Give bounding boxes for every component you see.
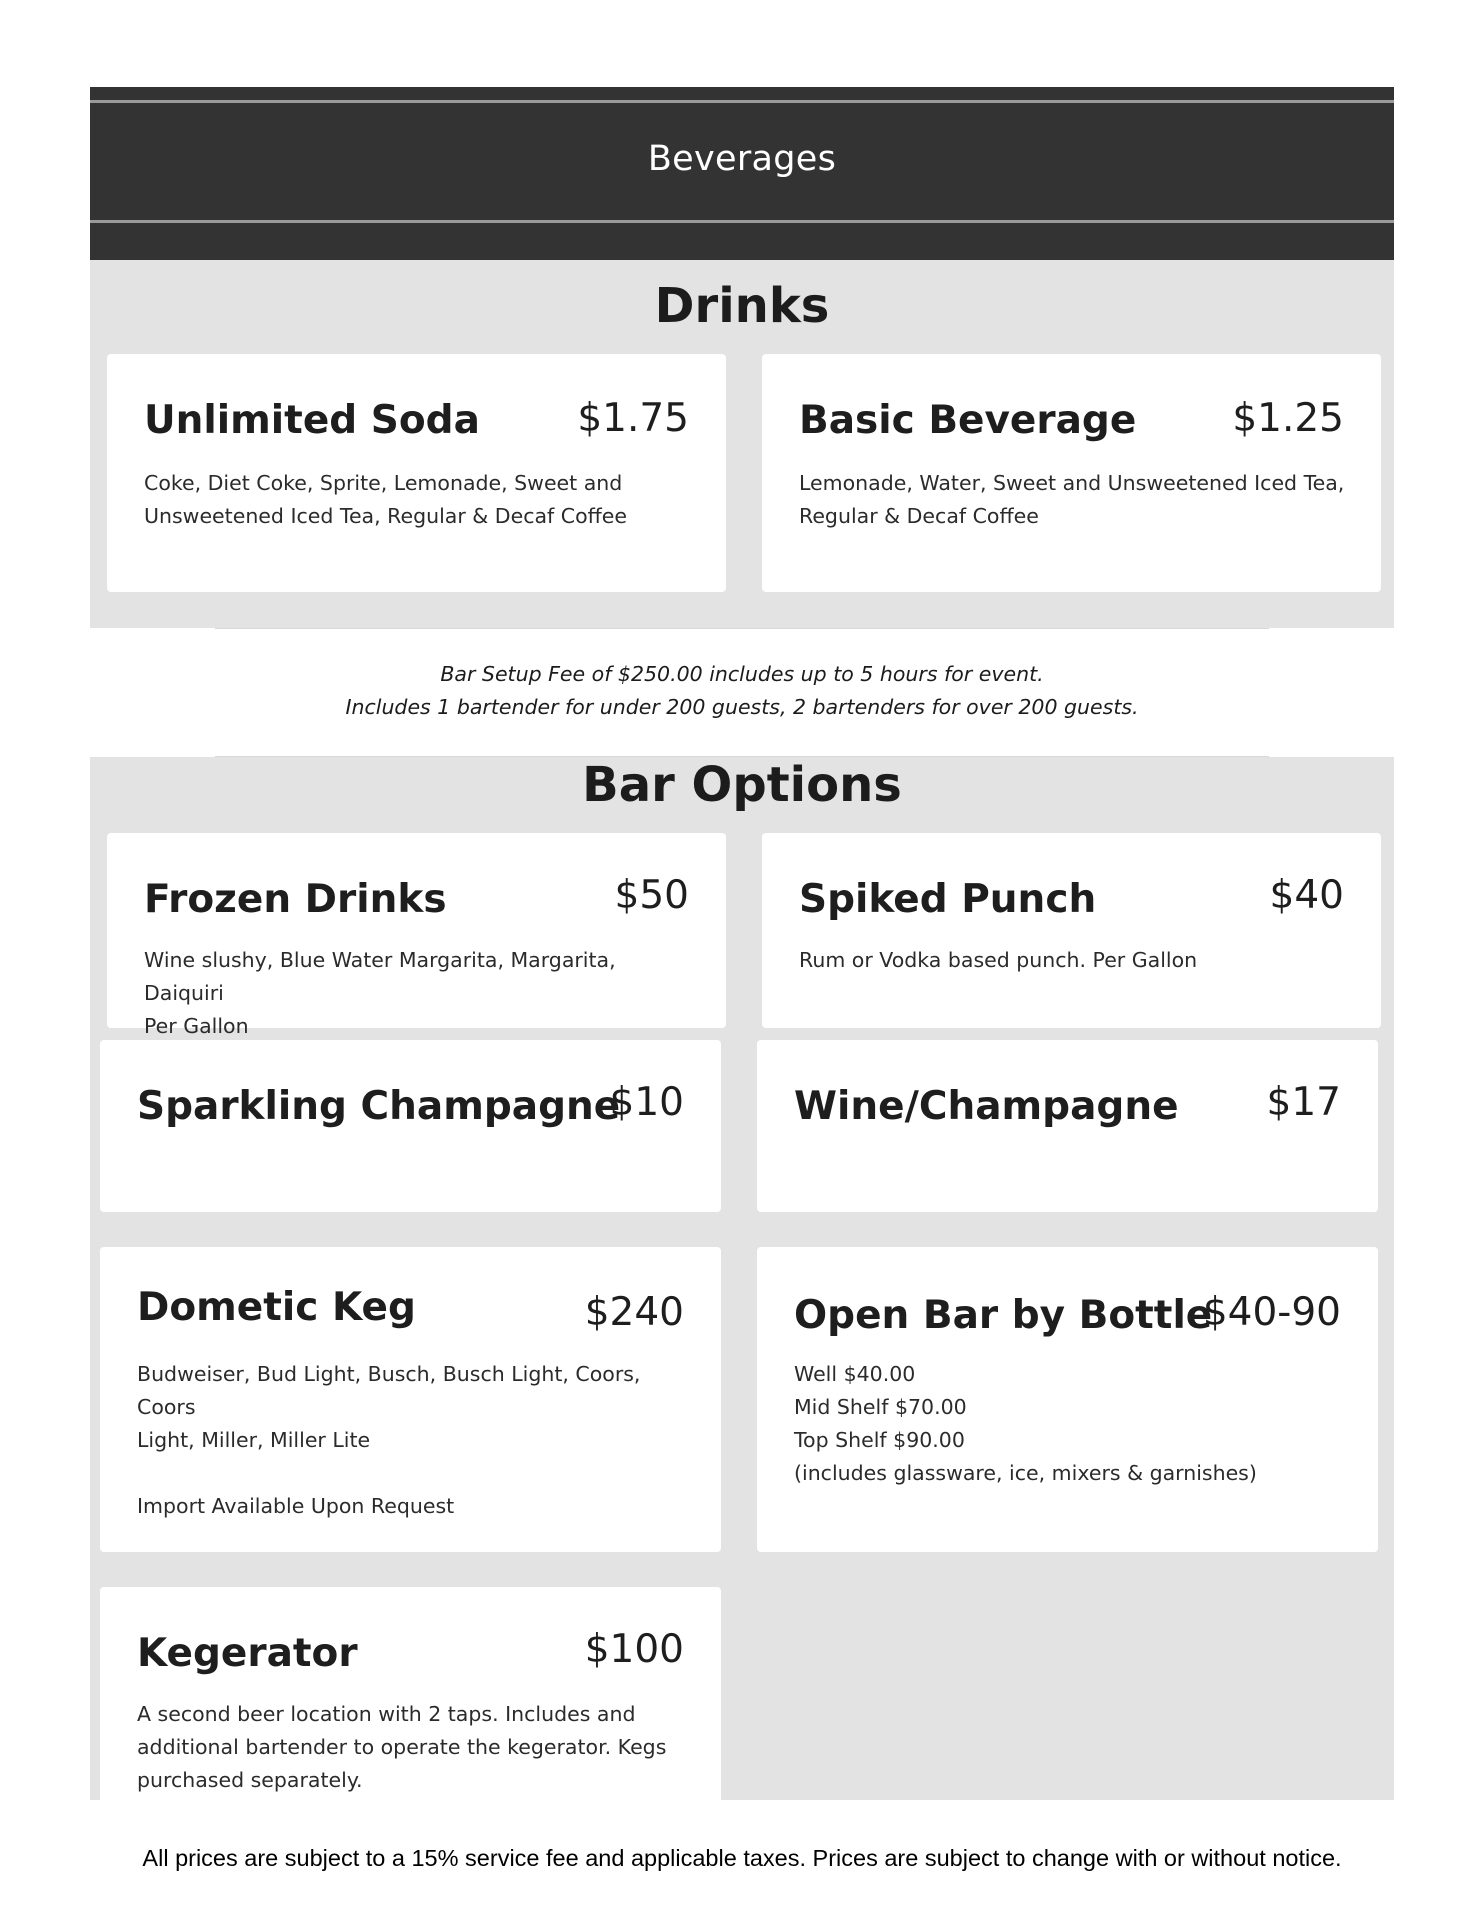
menu-card-sparkling-champagne [100, 1040, 721, 1212]
menu-card-open-bar-by-bottle [757, 1247, 1378, 1552]
item-price: $1.75 [577, 396, 689, 441]
item-name: Sparkling Champagne [137, 1084, 621, 1129]
item-price: $40 [1269, 873, 1344, 918]
item-name: Dometic Keg [137, 1285, 416, 1330]
bar-options-section [90, 757, 1394, 1800]
menu-card-unlimited-soda [107, 354, 726, 592]
item-price: $17 [1266, 1080, 1341, 1125]
item-description: A second beer location with 2 taps. Includes and additional bartender to operate the kegerator. Kegs purchased separately. [137, 1702, 667, 1792]
item-name: Basic Beverage [799, 398, 1137, 443]
item-description: Rum or Vodka based punch. Per Gallon [799, 948, 1198, 972]
menu-card-wine-champagne [757, 1040, 1378, 1212]
pricing-disclaimer: All prices are subject to a 15% service fee and applicable taxes. Prices are subject to change with or without notice. [142, 1845, 1342, 1871]
item-description: Well $40.00 Mid Shelf $70.00 Top Shelf $90.00 (includes glassware, ice, mixers & garnishes) [794, 1362, 1257, 1485]
item-price: $1.25 [1232, 396, 1344, 441]
menu-card-spiked-punch [762, 833, 1381, 1028]
item-name: Kegerator [137, 1631, 358, 1676]
menu-card-basic-beverage [762, 354, 1381, 592]
item-description: Budweiser, Bud Light, Busch, Busch Light, Coors, Coors Light, Miller, Miller Lite Import Available Upon Request [137, 1362, 641, 1518]
item-name: Wine/Champagne [794, 1084, 1179, 1129]
item-description: Wine slushy, Blue Water Margarita, Margarita, Daiquiri Per Gallon [144, 948, 616, 1038]
header-bottom-rule [90, 220, 1394, 223]
header-title: Beverages [647, 139, 837, 179]
item-name: Unlimited Soda [144, 398, 480, 443]
item-name: Spiked Punch [799, 877, 1097, 922]
item-price: $10 [609, 1080, 684, 1125]
item-price: $240 [584, 1290, 684, 1335]
menu-card-dometic-keg [100, 1247, 721, 1552]
item-price: $40-90 [1202, 1290, 1341, 1335]
item-name: Frozen Drinks [144, 877, 447, 922]
item-price: $50 [614, 873, 689, 918]
bar-setup-note [215, 628, 1269, 757]
header-top-rule [90, 100, 1394, 103]
bartender-count-line: Includes 1 bartender for under 200 guests, 2 bartenders for over 200 guests. [345, 695, 1139, 719]
bar-setup-fee-line: Bar Setup Fee of $250.00 includes up to 5 hours for event. [440, 662, 1044, 686]
bar-options-title: Bar Options [582, 757, 902, 813]
beverages-header [90, 87, 1394, 260]
drinks-section [90, 260, 1394, 628]
item-description: Lemonade, Water, Sweet and Unsweetened Iced Tea, Regular & Decaf Coffee [799, 471, 1345, 528]
menu-card-kegerator [100, 1587, 721, 1807]
item-name: Open Bar by Bottle [794, 1293, 1213, 1338]
menu-card-frozen-drinks [107, 833, 726, 1038]
drinks-title: Drinks [654, 278, 830, 334]
item-price: $100 [584, 1627, 684, 1672]
item-description: Coke, Diet Coke, Sprite, Lemonade, Sweet and Unsweetened Iced Tea, Regular & Decaf Coffee [144, 471, 627, 528]
